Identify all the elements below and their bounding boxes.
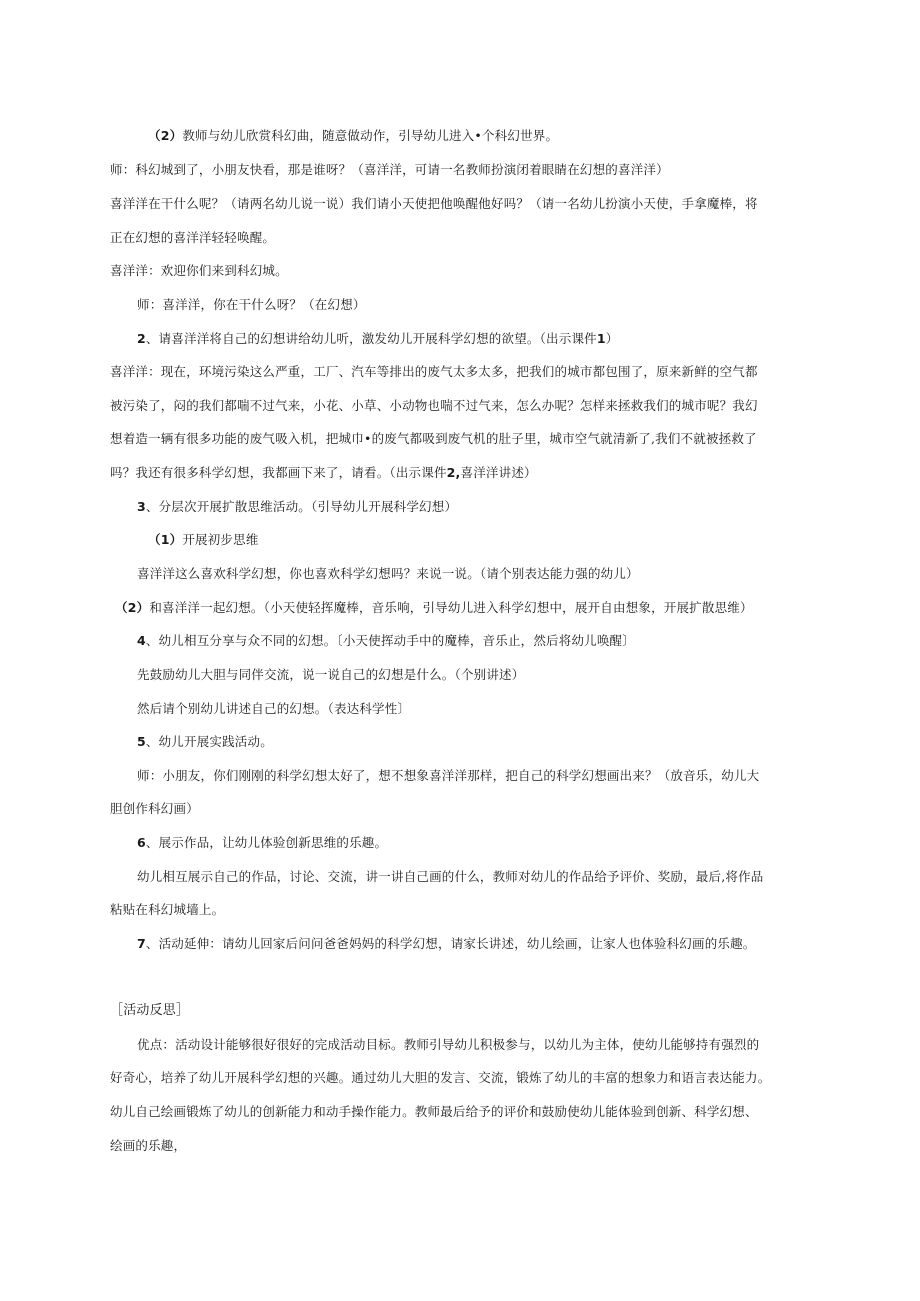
- paragraph-line: [110, 801, 199, 817]
- text-run: 和喜洋洋一起幻想。（小天使轻挥魔棒，音乐响，引导幼儿进入科学幻想中，展开自由想象，开展扩散思维）: [149, 600, 753, 615]
- paragraph-line: [137, 566, 639, 582]
- text-run: 吗？我还有很多科学幻想，我都画下来了，请看。（出示课件: [110, 465, 447, 480]
- text-run: 优点：活动设计能够很好很好的完成活动目标。教师引导幼儿积极参与，以幼儿为主体，使幼儿能够持有强烈的: [137, 1037, 760, 1052]
- paragraph-line: [110, 1138, 186, 1154]
- paragraph-line: [110, 465, 537, 481]
- text-run: ）: [605, 331, 619, 346]
- text-run: 师：喜洋洋，你在干什么呀？（在幻想）: [137, 297, 366, 312]
- text-run: 喜洋洋这么喜欢科学幻想，你也喜欢科学幻想吗？来说一说。（请个别表达能力强的幼儿）: [137, 566, 639, 581]
- paragraph-line: [110, 263, 288, 279]
- paragraph-line: [137, 633, 635, 649]
- paragraph-line: [137, 667, 524, 683]
- text-run: 想着造一辆有很多功能的废气吸入机，把城巾•的废气都吸到废气机的肚子里，城市空气就清新了,我们不就被拯救了: [110, 431, 757, 446]
- paragraph-line: [148, 532, 259, 548]
- paragraph-line: [110, 902, 224, 918]
- paragraph-line: [137, 835, 387, 851]
- paragraph-line: [148, 128, 558, 144]
- bold-text-run: 2,: [446, 465, 461, 480]
- text-run: 、幼儿开展实践活动。: [145, 734, 273, 749]
- paragraph-line: [137, 499, 457, 515]
- paragraph-line: [137, 936, 756, 952]
- paragraph-line: [110, 398, 758, 414]
- bold-text-run: 4: [137, 633, 146, 648]
- text-run: 好奇心，培养了幼儿开展科学幻想的兴趣。通过幼儿大胆的发言、交流，锻炼了幼儿的丰富的想象力和语言表达能力。: [110, 1070, 771, 1085]
- paragraph-line: [110, 162, 669, 178]
- text-run: 、展示作品，让幼儿体验创新思维的乐趣。: [145, 835, 388, 850]
- text-run: 、幼儿相互分享与众不同的幻想。〔小天使挥动手中的魔棒，音乐止，然后将幼儿唤醒〕: [145, 633, 635, 648]
- text-run: 喜洋洋：现在，环境污染这么严重，工厂、汽车等排出的废气太多太多，把我们的城市都包围了，原来新鲜的空气都: [110, 364, 758, 379]
- paragraph-line: [110, 364, 758, 380]
- paragraph-line: [137, 331, 618, 347]
- text-run: 然后请个别幼儿讲述自己的幻想。（表达科学性〕: [137, 701, 411, 716]
- paragraph-line: [110, 1104, 758, 1120]
- text-run: 幼儿自己绘画锻炼了幼儿的创新能力和动手操作能力。教师最后给予的评价和鼓励使幼儿能体验到创新、科学幻想、: [110, 1104, 758, 1119]
- text-run: ［活动反思］: [110, 1003, 190, 1018]
- paragraph-line: [137, 1037, 759, 1053]
- text-run: 喜洋洋讲述）: [460, 465, 537, 480]
- bold-text-run: 1: [596, 331, 606, 346]
- text-run: 师：科幻城到了，小朋友快看，那是谁呀？（喜洋洋，可请一名教师扮演闭着眼睛在幻想的喜洋洋）: [110, 162, 669, 177]
- paragraph-line: [115, 600, 753, 616]
- text-run: 、请喜洋洋将自己的幻想讲给幼儿听，激发幼儿开展科学幻想的欲望。（出示课件: [145, 331, 597, 346]
- bold-text-run: （2）: [115, 600, 150, 615]
- text-run: 、分层次开展扩散思维活动。（引导幼儿开展科学幻想）: [145, 499, 458, 514]
- paragraph-line: [137, 734, 273, 750]
- text-run: 粘贴在科幻城墙上。: [110, 902, 225, 917]
- paragraph-line: [110, 196, 758, 212]
- text-run: 绘画的乐趣，: [110, 1138, 187, 1153]
- text-run: 胆创作科幻画）: [110, 801, 199, 816]
- bold-text-run: 5: [137, 734, 146, 749]
- text-run: 被污染了，闷的我们都喘不过气来，小花、小草、小动物也喘不过气来，怎么办呢？怎样来拯救我们的城市呢？我幻: [110, 398, 758, 413]
- text-run: 师：小朋友，你们刚刚的科学幻想太好了，想不想象喜洋洋那样，把自己的科学幻想画出来？（放音乐，幼儿大: [137, 768, 760, 783]
- text-run: 开展初步思维: [182, 532, 259, 547]
- bold-text-run: （1）: [148, 532, 183, 547]
- paragraph-line: [137, 297, 366, 313]
- paragraph-line: [110, 431, 757, 447]
- paragraph-line: [110, 230, 275, 246]
- text-run: 正在幻想的喜洋洋轻轻唤醒。: [110, 230, 276, 245]
- bold-text-run: 7: [137, 936, 146, 951]
- section-heading: [110, 1003, 189, 1019]
- paragraph-line: [137, 869, 763, 885]
- bold-text-run: 2: [137, 331, 146, 346]
- bold-text-run: 6: [137, 835, 146, 850]
- text-run: 、活动延伸：请幼儿回家后问问爸爸妈妈的科学幻想，请家长讲述，幼儿绘画，让家人也体验科幻画的乐趣。: [145, 936, 756, 951]
- paragraph-line: [137, 768, 759, 784]
- text-run: 幼儿相互展示自己的作品，讨论、交流，讲一讲自己画的什么，教师对幼儿的作品给予评价、奖励，最后,将作品: [137, 869, 764, 884]
- paragraph-line: [110, 1070, 770, 1086]
- text-run: 先鼓励幼儿大胆与同伴交流，说一说自己的幻想是什么。（个别讲述）: [137, 667, 525, 682]
- text-run: 喜洋洋：欢迎你们来到科幻城。: [110, 263, 288, 278]
- bold-text-run: （2）: [148, 128, 183, 143]
- bold-text-run: 3: [137, 499, 146, 514]
- paragraph-line: [137, 701, 410, 717]
- text-run: 教师与幼儿欣赏科幻曲，随意做动作，引导幼儿进入•个科幻世界。: [182, 128, 559, 143]
- text-run: 喜洋洋在干什么呢？（请两名幼儿说一说）我们请小天使把他唤醒他好吗？（请一名幼儿扮演小天使，手拿魔棒，将: [110, 196, 758, 211]
